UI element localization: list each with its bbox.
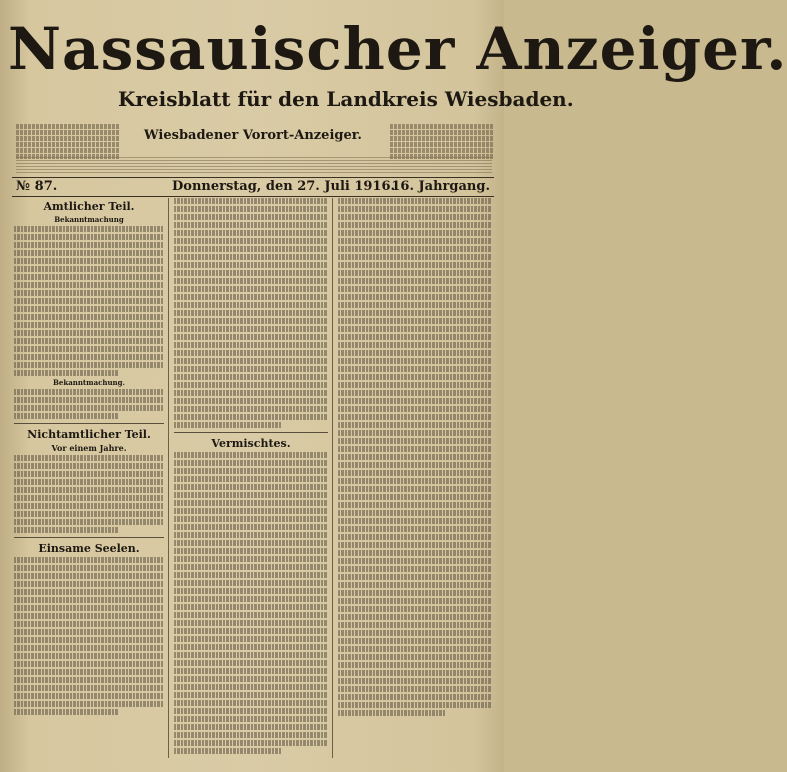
- column-divider: [168, 198, 169, 758]
- issue-number: № 87.: [16, 179, 58, 194]
- newspaper-subtitle-2: Wiesbadener Vorort-Anzeiger.: [144, 128, 362, 143]
- issue-volume: 16. Jahrgang.: [391, 179, 490, 194]
- top-rule: [12, 177, 494, 178]
- official-notice-banner: [16, 155, 492, 173]
- section-heading: Vermischtes.: [211, 437, 291, 450]
- column-1: [14, 198, 164, 760]
- column-2: [174, 198, 328, 760]
- column-divider: [332, 198, 333, 758]
- article-heading: Einsame Seelen.: [38, 542, 140, 555]
- newspaper-subtitle: Kreisblatt für den Landkreis Wiesbaden.: [118, 87, 574, 111]
- article-heading: Bekanntmachung.: [53, 378, 125, 387]
- article-heading: Bekanntmachung: [54, 215, 124, 224]
- issue-date: Donnerstag, den 27. Juli 1916.: [172, 179, 396, 194]
- section-heading: Nichtamtlicher Teil.: [27, 428, 151, 441]
- section-heading: Amtlicher Teil.: [43, 200, 135, 213]
- bottom-rule: [12, 196, 494, 197]
- article-heading: Vor einem Jahre.: [51, 443, 127, 453]
- column-3: [338, 198, 492, 760]
- newspaper-masthead: Nassauischer Anzeiger.: [8, 15, 787, 83]
- issue-bar: [12, 179, 494, 195]
